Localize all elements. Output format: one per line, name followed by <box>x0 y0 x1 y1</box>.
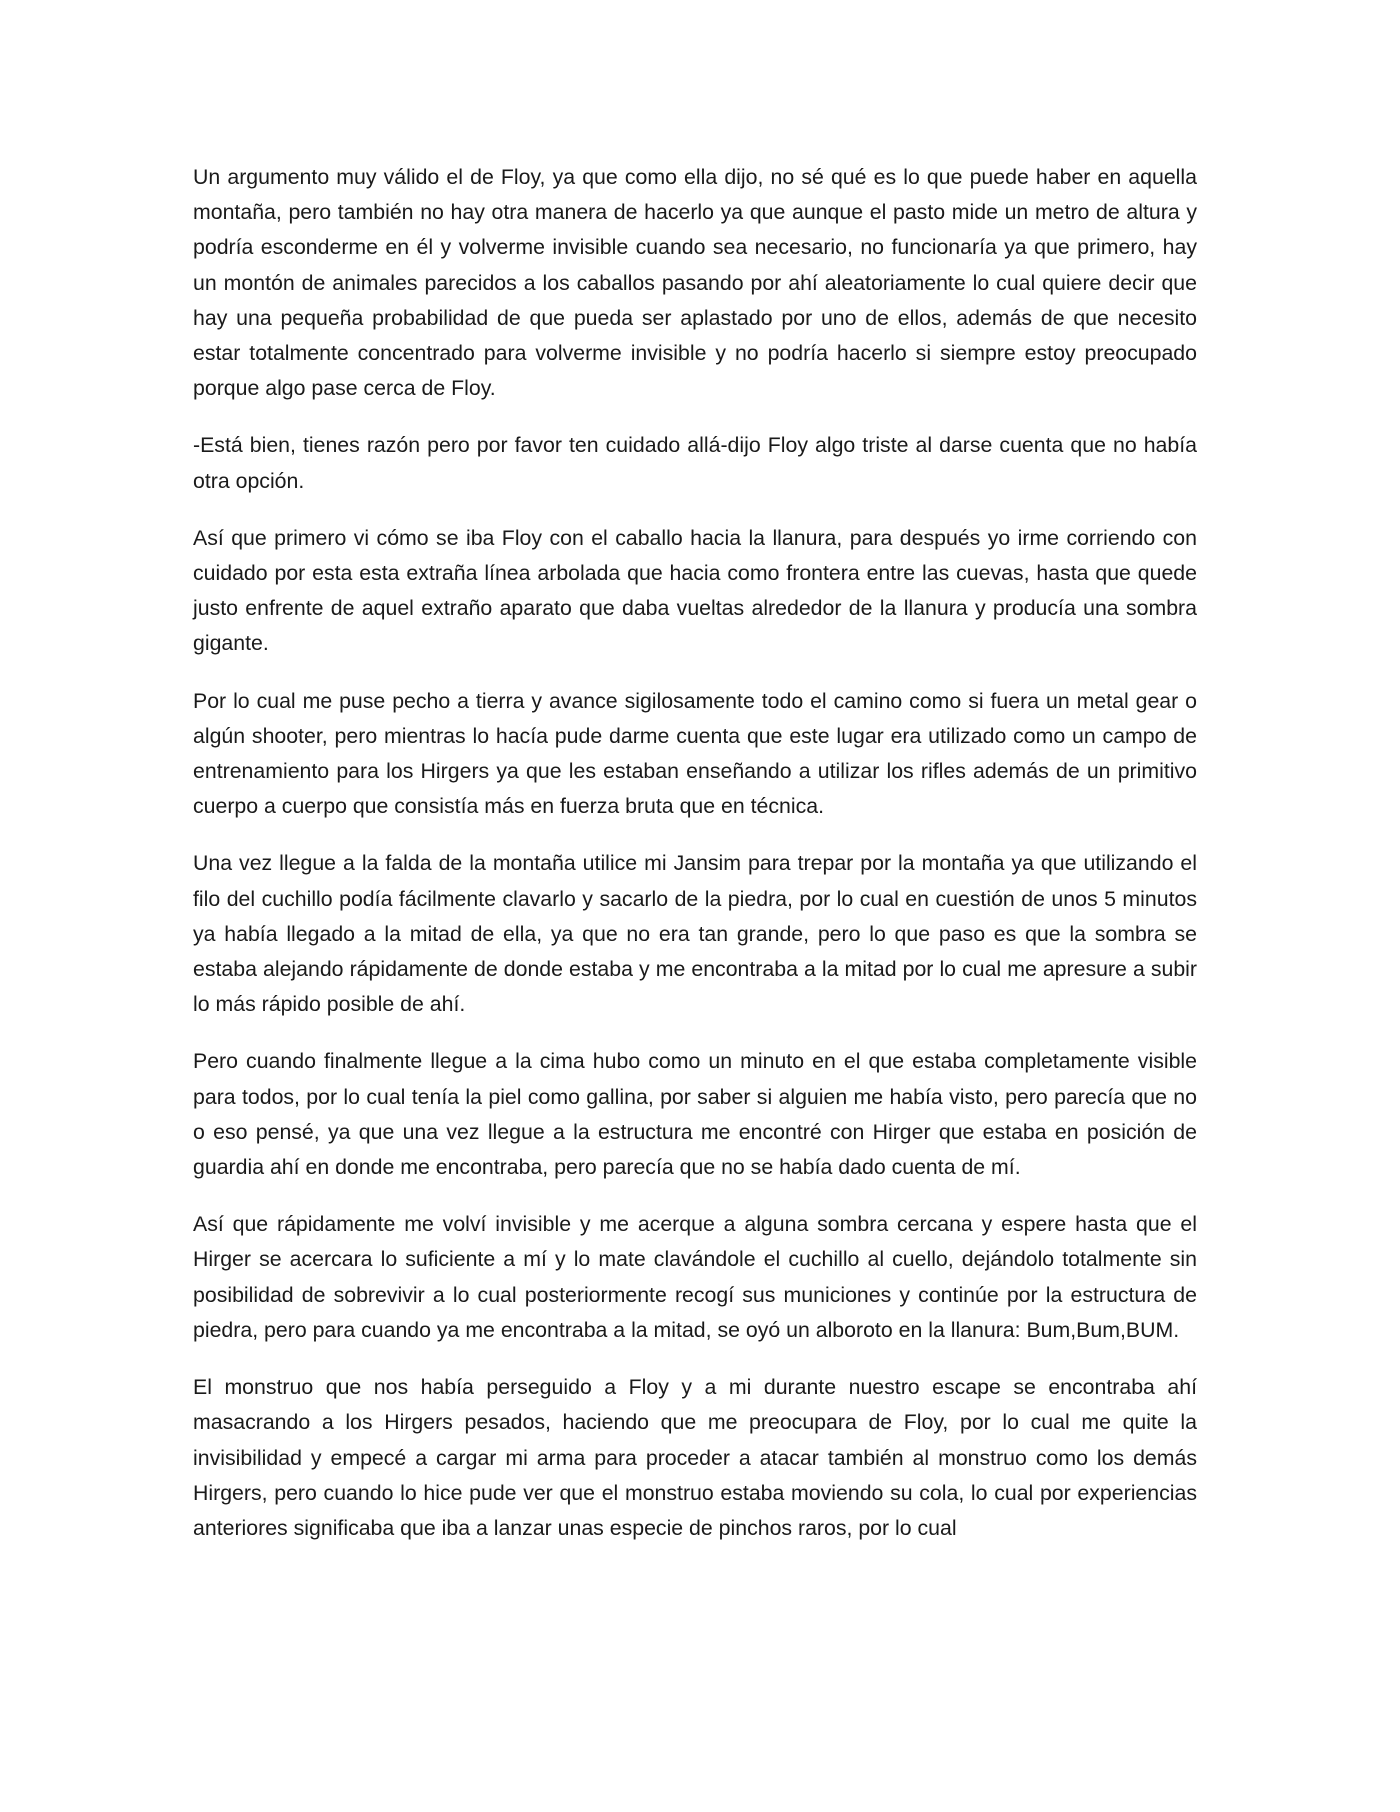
paragraph: -Está bien, tienes razón pero por favor ten cuidado allá-dijo Floy algo triste al darse cuenta que no había otra opción. <box>193 433 1197 493</box>
paragraph: Un argumento muy válido el de Floy, ya que como ella dijo, no sé qué es lo que puede haber en aquella montaña, pero también no hay otra manera de hacerlo ya que aunque el pasto mide un metro de altura y podría esconderme en él y volverme invisible cuando sea necesario, no funcionaría ya que primero, hay un montón de animales parecidos a los caballos pasando por ahí aleatoriamente lo cual quiere decir que hay una pequeña probabilidad de que pueda ser aplastado por uno de ellos, además de que necesito estar totalmente concentrado para volverme invisible y no podría hacerlo si siempre estoy preocupado porque algo pase cerca de Floy. <box>193 165 1197 401</box>
paragraph: Así que rápidamente me volví invisible y me acerque a alguna sombra cercana y espere hasta que el Hirger se acercara lo suficiente a mí y lo mate clavándole el cuchillo al cuello, dejándolo totalmente sin posibilidad de sobrevivir a lo cual posteriormente recogí sus municiones y continúe por la estructura de piedra, pero para cuando ya me encontraba a la mitad, se oyó un alboroto en la llanura: Bum,Bum,BUM. <box>193 1212 1197 1342</box>
paragraph: El monstruo que nos había perseguido a Floy y a mi durante nuestro escape se encontraba ahí masacrando a los Hirgers pesados, haciendo que me preocupara de Floy, por lo cual me quite la invisibilidad y empecé a cargar mi arma para proceder a atacar también al monstruo como los demás Hirgers, pero cuando lo hice pude ver que el monstruo estaba moviendo su cola, lo cual por experiencias anteriores significaba que iba a lanzar unas especie de pinchos raros, por lo cual <box>193 1375 1197 1540</box>
paragraph: Pero cuando finalmente llegue a la cima hubo como un minuto en el que estaba completamente visible para todos, por lo cual tenía la piel como gallina, por saber si alguien me había visto, pero parecía que no o eso pensé, ya que una vez llegue a la estructura me encontré con Hirger que estaba en posición de guardia ahí en donde me encontraba, pero parecía que no se había dado cuenta de mí. <box>193 1049 1197 1180</box>
paragraph: Una vez llegue a la falda de la montaña utilice mi Jansim para trepar por la montaña ya que utilizando el filo del cuchillo podía fácilmente clavarlo y sacarlo de la piedra, por lo cual en cuestión de unos 5 minutos ya había llegado a la mitad de ella, ya que no era tan grande, pero lo que paso es que la sombra se estaba alejando rápidamente de donde estaba y me encontraba a la mitad por lo cual me apresure a subir lo más rápido posible de ahí. <box>193 851 1197 1017</box>
paragraph: Así que primero vi cómo se iba Floy con el caballo hacia la llanura, para después yo irme corriendo con cuidado por esta esta extraña línea arbolada que hacia como frontera entre las cuevas, hasta que quede justo enfrente de aquel extraño aparato que daba vueltas alrededor de la llanura y producía una sombra gigante. <box>193 525 1197 656</box>
document-body <box>193 160 1197 1568</box>
paragraph: Por lo cual me puse pecho a tierra y avance sigilosamente todo el camino como si fuera un metal gear o algún shooter, pero mientras lo hacía pude darme cuenta que este lugar era utilizado como un campo de entrenamiento para los Hirgers ya que les estaban enseñando a utilizar los rifles además de un primitivo cuerpo a cuerpo que consistía más en fuerza bruta que en técnica. <box>193 688 1197 819</box>
